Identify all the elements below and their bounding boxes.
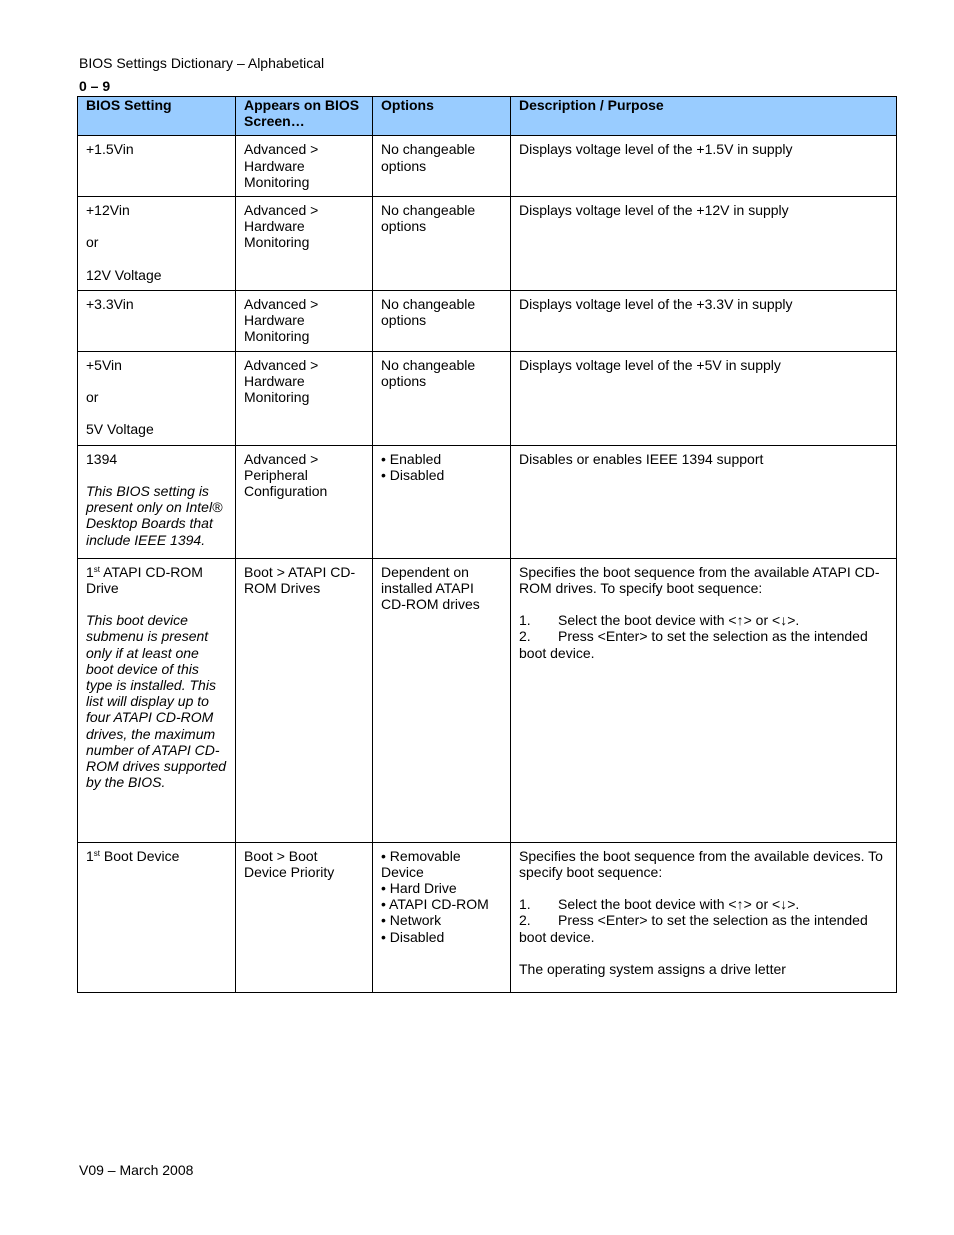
setting-cell xyxy=(78,351,236,445)
ordinal-suffix: st xyxy=(93,564,101,574)
options-list xyxy=(381,848,502,945)
document-title: BIOS Settings Dictionary – Alphabetical xyxy=(79,55,325,71)
description-cell: Disables or enables IEEE 1394 support xyxy=(511,445,897,558)
description-intro: Specifies the boot sequence from the available devices. To specify boot sequence: xyxy=(519,847,883,880)
setting-name xyxy=(86,564,227,596)
setting-name: +5Vin xyxy=(86,356,122,373)
list-item: • Hard Drive xyxy=(381,880,502,896)
header-options: Options xyxy=(373,97,511,136)
table-row xyxy=(78,445,897,558)
description-cell: Displays voltage level of the +12V in supply xyxy=(511,197,897,291)
section-heading: 0 – 9 xyxy=(79,78,111,94)
description-cell: Displays voltage level of the +1.5V in supply xyxy=(511,136,897,197)
options-cell: Dependent on installed ATAPI CD-ROM drives xyxy=(373,558,511,842)
list-item: • Disabled xyxy=(381,929,502,945)
description-cell: Displays voltage level of the +3.3V in supply xyxy=(511,291,897,352)
setting-cell xyxy=(78,558,236,842)
list-item: • ATAPI CD-ROM xyxy=(381,896,502,912)
screen-cell: Advanced > Hardware Monitoring xyxy=(236,351,373,445)
description-intro: Specifies the boot sequence from the available ATAPI CD-ROM drives. To specify boot sequence: xyxy=(519,563,880,596)
description-outro: The operating system assigns a drive letter xyxy=(519,961,786,978)
setting-ordinal: 1 xyxy=(86,563,94,580)
list-item: • Disabled xyxy=(381,467,502,483)
setting-cell xyxy=(78,445,236,558)
setting-name-rest: ATAPI CD-ROM Drive xyxy=(86,563,203,596)
setting-or: or xyxy=(86,234,99,251)
setting-name: +1.5Vin xyxy=(86,141,134,158)
setting-name-rest: Boot Device xyxy=(100,847,180,864)
screen-cell: Boot > Boot Device Priority xyxy=(236,842,373,992)
step-item xyxy=(519,628,888,660)
table-row xyxy=(78,558,897,842)
step-number: 1. xyxy=(519,896,531,913)
step-text: Select the boot device with <↑> or <↓>. xyxy=(558,896,800,913)
options-list xyxy=(381,451,502,483)
setting-alt-name: 12V Voltage xyxy=(86,266,162,283)
setting-cell xyxy=(78,136,236,197)
description-cell: Displays voltage level of the +5V in supply xyxy=(511,351,897,445)
table-header-row xyxy=(78,97,897,136)
table-row xyxy=(78,197,897,291)
list-item: • Network xyxy=(381,912,502,928)
table-row xyxy=(78,291,897,352)
setting-name xyxy=(86,848,227,864)
setting-note: This BIOS setting is present only on Intel® Desktop Boards that include IEEE 1394. xyxy=(86,483,223,548)
bios-settings-table xyxy=(77,96,897,993)
step-item xyxy=(519,612,888,628)
setting-ordinal: 1 xyxy=(86,847,94,864)
step-text: Select the boot device with <↑> or <↓>. xyxy=(558,612,800,629)
step-item xyxy=(519,896,888,912)
options-cell: No changeable options xyxy=(373,197,511,291)
setting-cell xyxy=(78,291,236,352)
options-cell: No changeable options xyxy=(373,351,511,445)
step-item xyxy=(519,912,888,944)
header-appears-on: Appears on BIOS Screen… xyxy=(236,97,373,136)
header-bios-setting: BIOS Setting xyxy=(78,97,236,136)
header-description: Description / Purpose xyxy=(511,97,897,136)
screen-cell: Boot > ATAPI CD-ROM Drives xyxy=(236,558,373,842)
screen-cell: Advanced > Hardware Monitoring xyxy=(236,197,373,291)
step-number: 1. xyxy=(519,612,531,629)
step-number: 2. xyxy=(519,912,531,929)
screen-cell: Advanced > Hardware Monitoring xyxy=(236,136,373,197)
setting-note: This boot device submenu is present only if at least one boot device of this type is installed. This list will display up to four ATAPI CD-ROM drives, the maximum number of ATAPI CD-ROM drives supported by the BIOS. xyxy=(86,612,227,791)
screen-cell: Advanced > Hardware Monitoring xyxy=(236,291,373,352)
setting-alt-name: 5V Voltage xyxy=(86,421,154,438)
options-cell: No changeable options xyxy=(373,136,511,197)
options-cell xyxy=(373,842,511,992)
ordinal-suffix: st xyxy=(93,848,101,858)
description-cell xyxy=(511,842,897,992)
setting-or: or xyxy=(86,389,99,406)
setting-name: +12Vin xyxy=(86,202,130,219)
footer-version: V09 – March 2008 xyxy=(79,1162,194,1178)
setting-cell xyxy=(78,842,236,992)
options-cell: No changeable options xyxy=(373,291,511,352)
list-item: • Enabled xyxy=(381,451,502,467)
table-row xyxy=(78,842,897,992)
list-item: • Removable Device xyxy=(381,848,502,880)
description-cell xyxy=(511,558,897,842)
step-text: Press <Enter> to set the selection as the intended boot device. xyxy=(519,628,868,661)
setting-name: +3.3Vin xyxy=(86,296,134,313)
step-text: Press <Enter> to set the selection as the intended boot device. xyxy=(519,912,868,945)
setting-cell xyxy=(78,197,236,291)
options-cell xyxy=(373,445,511,558)
screen-cell: Advanced > Peripheral Configuration xyxy=(236,445,373,558)
setting-name: 1394 xyxy=(86,450,118,467)
table-row xyxy=(78,136,897,197)
table-row xyxy=(78,351,897,445)
step-number: 2. xyxy=(519,628,531,645)
